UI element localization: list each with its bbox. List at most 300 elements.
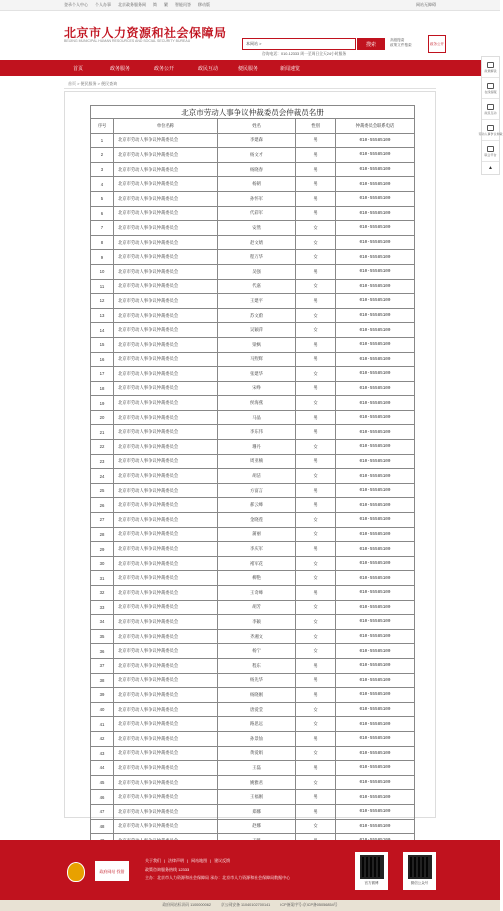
table-row [91,483,415,498]
table-row [91,206,415,221]
cell-name: 吴颖萍 [218,323,296,338]
cell-phone: 010-55585100 [336,352,415,367]
cell-name: 杨朝 [218,177,296,192]
cell-gender: 女 [296,513,336,528]
footer-link-legal[interactable]: 法律声明 [168,858,185,863]
cell-index: 36 [91,644,114,659]
cell-unit: 北京市劳动人事争议仲裁委员会 [114,308,218,323]
cell-name: 柳艳 [218,571,296,586]
side-interaction[interactable]: 政民互动 [482,99,499,120]
side-arbitration[interactable]: 劳动人事争议仲裁 [482,120,499,141]
arbitrator-table [90,105,415,849]
cell-phone: 010-55585100 [336,746,415,761]
cell-gender: 男 [296,425,336,440]
breadcrumb: 首页 > 便民服务 > 便民查询 [68,81,118,86]
cell-index: 33 [91,600,114,615]
table-row [91,731,415,746]
table-row [91,673,415,688]
cell-gender: 女 [296,308,336,323]
cell-name: 孙怀军 [218,191,296,206]
cell-index: 3 [91,162,114,177]
site-header [0,11,500,57]
cell-gender: 女 [296,250,336,265]
cell-unit: 北京市劳动人事争议仲裁委员会 [114,177,218,192]
site-footer [0,840,500,900]
nav-gov-open[interactable]: 政务公开 [153,65,174,72]
cell-phone: 010-55585100 [336,629,415,644]
footer-link-feedback[interactable]: 建议反馈 [214,858,231,863]
cell-index: 19 [91,396,114,411]
cell-phone: 010-55585100 [336,396,415,411]
cell-phone: 010-55585100 [336,191,415,206]
cell-phone: 010-55585100 [336,658,415,673]
cell-unit: 北京市劳动人事争议仲裁委员会 [114,191,218,206]
national-emblem-icon [67,862,85,882]
cell-unit: 北京市劳动人事争议仲裁委员会 [114,513,218,528]
cell-name: 姚雅君 [218,775,296,790]
cell-gender: 女 [296,717,336,732]
cell-index: 41 [91,717,114,732]
cell-name: 程万华 [218,250,296,265]
cell-name: 代嘉 [218,279,296,294]
cell-name: 代彩军 [218,206,296,221]
cell-phone: 010-55585100 [336,294,415,309]
cell-index: 16 [91,352,114,367]
cell-gender: 男 [296,133,336,148]
cell-unit: 北京市劳动人事争议仲裁委员会 [114,804,218,819]
cell-name: 吴强 [218,264,296,279]
cell-gender: 男 [296,264,336,279]
cell-unit: 北京市劳动人事争议仲裁委员会 [114,235,218,250]
cell-phone: 010-55585100 [336,673,415,688]
header-name: 姓名 [218,119,296,134]
table-row [91,658,415,673]
cell-phone: 010-55585100 [336,410,415,425]
table-row [91,191,415,206]
table-row [91,746,415,761]
cell-phone: 010-55585100 [336,425,415,440]
cell-name: 黄爱娟 [218,746,296,761]
cell-phone: 010-55585100 [336,483,415,498]
cell-index: 1 [91,133,114,148]
cell-name: 宋峥 [218,381,296,396]
cell-phone: 010-55585100 [336,775,415,790]
cell-gender: 男 [296,454,336,469]
cell-unit: 北京市劳动人事争议仲裁委员会 [114,425,218,440]
cell-name: 王福刚 [218,790,296,805]
cell-phone: 010-55585100 [336,235,415,250]
footer-link-sitemap[interactable]: 网站地图 [191,858,208,863]
cell-name: 王奇峰 [218,586,296,601]
cell-phone: 010-55585100 [336,542,415,557]
cell-name: 赵娜 [218,819,296,834]
top-link-login[interactable]: 登录个人中心 [64,2,88,7]
search-button[interactable]: 搜索 [357,38,385,50]
cell-name: 李建森 [218,133,296,148]
cell-phone: 010-55585100 [336,264,415,279]
table-row [91,571,415,586]
chat-icon [487,83,494,89]
footer-links [145,858,230,864]
cell-gender: 男 [296,352,336,367]
cell-name: 胡洁 [218,469,296,484]
cell-gender: 男 [296,294,336,309]
top-link-mobile[interactable]: 移动版 [198,2,210,7]
cell-name: 郝云峰 [218,498,296,513]
cell-gender: 女 [296,615,336,630]
table-row [91,542,415,557]
table-row [91,425,415,440]
nav-home[interactable]: 首页 [72,65,83,72]
table-row [91,586,415,601]
table-row [91,702,415,717]
cell-index: 6 [91,206,114,221]
cell-index: 10 [91,264,114,279]
table-row [91,644,415,659]
cell-gender: 男 [296,673,336,688]
cell-unit: 北京市劳动人事争议仲裁委员会 [114,410,218,425]
icp-record: ICP备案序号:京ICP备05056854号 [280,903,338,907]
cell-gender: 女 [296,440,336,455]
scale-icon [487,125,494,131]
qr-code-icon [408,855,432,879]
cell-gender: 男 [296,148,336,163]
table-row [91,527,415,542]
cell-gender: 男 [296,804,336,819]
cell-index: 31 [91,571,114,586]
cell-unit: 北京市劳动人事争议仲裁委员会 [114,206,218,221]
table-row [91,775,415,790]
cell-unit: 北京市劳动人事争议仲裁委员会 [114,717,218,732]
cell-name: 杨文才 [218,148,296,163]
top-link-traditional[interactable]: 繁 [164,2,168,7]
table-row [91,498,415,513]
cell-index: 11 [91,279,114,294]
footer-sponsor: 主办：北京市人力资源和社会保障局 承办：北京市人力资源和社会保障局数据中心 [145,875,291,880]
cell-index: 4 [91,177,114,192]
cell-unit: 北京市劳动人事争议仲裁委员会 [114,367,218,382]
cell-index: 23 [91,454,114,469]
top-link-smart-qa[interactable]: 智能问答 [175,2,191,7]
table-row [91,337,415,352]
table-row [91,790,415,805]
cell-unit: 北京市劳动人事争议仲裁委员会 [114,337,218,352]
cell-unit: 北京市劳动人事争议仲裁委员会 [114,352,218,367]
nav-news[interactable]: 新闻速览 [279,65,300,72]
top-link-simplified[interactable]: 简 [153,2,157,7]
cell-index: 5 [91,191,114,206]
table-row [91,381,415,396]
cell-gender: 男 [296,206,336,221]
header-unit: 单位名称 [114,119,218,134]
cell-index: 24 [91,469,114,484]
main-nav [0,60,500,76]
cell-index: 37 [91,658,114,673]
cell-index: 14 [91,323,114,338]
cell-unit: 北京市劳动人事争议仲裁委员会 [114,731,218,746]
cell-index: 20 [91,410,114,425]
platform-icon [487,146,494,152]
cell-phone: 010-55585100 [336,323,415,338]
cell-name: 马煦辉 [218,352,296,367]
cell-phone: 010-55585100 [336,250,415,265]
cell-name: 蒲丽 [218,527,296,542]
cell-name: 褚军花 [218,556,296,571]
cell-unit: 北京市劳动人事争议仲裁委员会 [114,279,218,294]
cell-phone: 010-55585100 [336,133,415,148]
cell-name: 孙景仙 [218,731,296,746]
cell-index: 32 [91,586,114,601]
cell-unit: 北京市劳动人事争议仲裁委员会 [114,221,218,236]
cell-gender: 男 [296,381,336,396]
footer-hotline: 政策咨询服务热线 12333 [145,867,190,872]
cell-unit: 北京市劳动人事争议仲裁委员会 [114,250,218,265]
cell-gender: 男 [296,177,336,192]
qr-weibo[interactable]: 官方微博 [355,852,388,890]
table-row [91,469,415,484]
cell-gender: 男 [296,337,336,352]
cell-phone: 010-55585100 [336,571,415,586]
cell-gender: 女 [296,235,336,250]
header-gender: 性别 [296,119,336,134]
table-caption: 北京市劳动人事争议仲裁委员会仲裁员名册 [90,105,415,118]
cell-index: 27 [91,513,114,528]
top-link-accessibility[interactable]: 网站无障碍 [416,2,436,7]
cell-gender: 男 [296,162,336,177]
cell-phone: 010-55585100 [336,819,415,834]
table-row [91,761,415,776]
table-row [91,440,415,455]
cell-unit: 北京市劳动人事争议仲裁委员会 [114,381,218,396]
side-policy[interactable]: 政策解读 [482,57,499,78]
top-utility-bar [0,0,500,11]
cell-unit: 北京市劳动人事争议仲裁委员会 [114,673,218,688]
top-link-gov-service[interactable]: 北京政务服务网 [118,2,146,7]
cell-gender: 女 [296,469,336,484]
cell-gender: 男 [296,498,336,513]
header-index: 序号 [91,119,114,134]
table-row [91,221,415,236]
cell-name: 李东伟 [218,425,296,440]
cell-phone: 010-55585100 [336,162,415,177]
table-row [91,688,415,703]
cell-phone: 010-55585100 [336,731,415,746]
cell-gender: 男 [296,761,336,776]
table-row [91,264,415,279]
site-id-code: 政府网站标识码 1100000062 [162,903,211,907]
cell-phone: 010-55585100 [336,717,415,732]
footer-sep: | [210,858,212,863]
cell-gender: 男 [296,542,336,557]
nav-gov-service[interactable]: 政务服务 [109,65,130,72]
table-row [91,279,415,294]
table-header-row [91,119,415,134]
cell-name: 郑娜 [218,804,296,819]
cell-phone: 010-55585100 [336,556,415,571]
cell-index: 26 [91,498,114,513]
cell-phone: 010-55585100 [336,644,415,659]
table-row [91,629,415,644]
cell-gender: 女 [296,629,336,644]
cell-unit: 北京市劳动人事争议仲裁委员会 [114,615,218,630]
nav-convenience[interactable]: 便民服务 [237,65,258,72]
cell-index: 22 [91,440,114,455]
footer-sep: | [187,858,189,863]
table-row [91,513,415,528]
cell-gender: 女 [296,775,336,790]
header-phone: 仲裁委员会联系电话 [336,119,415,134]
cell-index: 7 [91,221,114,236]
cell-index: 21 [91,425,114,440]
cell-index: 39 [91,688,114,703]
cell-unit: 北京市劳动人事争议仲裁委员会 [114,162,218,177]
table-row [91,396,415,411]
gov-open-badge[interactable]: 政务公开 [428,35,446,53]
breadcrumb-divider [64,88,436,89]
cell-phone: 010-55585100 [336,177,415,192]
cell-name: 李庆军 [218,542,296,557]
cell-phone: 010-55585100 [336,469,415,484]
table-row [91,177,415,192]
cell-index: 17 [91,367,114,382]
policy-search-link[interactable]: 政策文件搜索 [390,43,412,47]
cell-index: 35 [91,629,114,644]
cell-unit: 北京市劳动人事争议仲裁委员会 [114,658,218,673]
cell-index: 40 [91,702,114,717]
cell-name: 赵文婧 [218,235,296,250]
site-title[interactable]: 北京市人力资源和社会保障局 [64,26,227,40]
cell-index: 46 [91,790,114,805]
cell-phone: 010-55585100 [336,513,415,528]
cell-unit: 北京市劳动人事争议仲裁委员会 [114,761,218,776]
hotline-text: 咨询电话：010-12333 周一至周日全天24小时服务 [262,52,347,56]
cell-phone: 010-55585100 [336,148,415,163]
cell-phone: 010-55585100 [336,337,415,352]
back-to-top-icon[interactable]: ▲ [488,165,493,171]
table-row [91,556,415,571]
cell-gender: 女 [296,556,336,571]
cell-unit: 北京市劳动人事争议仲裁委员会 [114,702,218,717]
cell-unit: 北京市劳动人事争议仲裁委员会 [114,571,218,586]
side-float-toolbar [478,56,503,175]
cell-gender: 女 [296,746,336,761]
cell-index: 9 [91,250,114,265]
cell-index: 44 [91,761,114,776]
cell-name: 杨宁 [218,644,296,659]
cell-name: 方富言 [218,483,296,498]
table-row [91,133,415,148]
cell-gender: 女 [296,600,336,615]
cell-name: 安然 [218,221,296,236]
cell-index: 34 [91,615,114,630]
site-subtitle: BEIJING MUNICIPAL HUMAN RESOURCES AND SOCIAL SECURITY BUREAU [64,39,191,43]
cell-phone: 010-55585100 [336,804,415,819]
cell-name: 路思远 [218,717,296,732]
nav-interaction[interactable]: 政民互动 [197,65,218,72]
cell-gender: 男 [296,790,336,805]
table-row [91,454,415,469]
cell-name: 杨晓刚 [218,688,296,703]
cell-name: 金晓莲 [218,513,296,528]
side-online-service[interactable]: 在线客服 [482,78,499,99]
cell-name: 杨晓春 [218,162,296,177]
cell-unit: 北京市劳动人事争议仲裁委员会 [114,148,218,163]
cell-unit: 北京市劳动人事争议仲裁委员会 [114,133,218,148]
cell-gender: 男 [296,483,336,498]
cell-unit: 北京市劳动人事争议仲裁委员会 [114,396,218,411]
cell-index: 28 [91,527,114,542]
cell-phone: 010-55585100 [336,586,415,601]
cell-unit: 北京市劳动人事争议仲裁委员会 [114,323,218,338]
cell-gender: 男 [296,658,336,673]
cell-unit: 北京市劳动人事争议仲裁委员会 [114,556,218,571]
cell-index: 29 [91,542,114,557]
table-row [91,804,415,819]
table-row [91,250,415,265]
cell-gender: 女 [296,819,336,834]
cell-unit: 北京市劳动人事争议仲裁委员会 [114,542,218,557]
footer-link-about[interactable]: 关于我们 [145,858,161,863]
cell-index: 13 [91,308,114,323]
cell-unit: 北京市劳动人事争议仲裁委员会 [114,498,218,513]
table-row [91,717,415,732]
cell-phone: 010-55585100 [336,381,415,396]
cell-phone: 010-55585100 [336,688,415,703]
cell-index: 42 [91,731,114,746]
table-row [91,352,415,367]
cell-unit: 北京市劳动人事争议仲裁委员会 [114,440,218,455]
cell-phone: 010-55585100 [336,600,415,615]
cell-name: 侯海燕 [218,396,296,411]
cell-index: 48 [91,819,114,834]
table-row [91,294,415,309]
advanced-search-link[interactable]: 高级搜索 [390,38,405,42]
cell-phone: 010-55585100 [336,790,415,805]
cell-gender: 男 [296,688,336,703]
cell-name: 马晶 [218,410,296,425]
cell-unit: 北京市劳动人事争议仲裁委员会 [114,469,218,484]
cell-name: 王建平 [218,294,296,309]
cell-phone: 010-55585100 [336,367,415,382]
qr-code-icon [360,855,384,879]
bottom-bar [0,900,500,911]
cell-gender: 女 [296,221,336,236]
gov-site-error-badge[interactable]: 政府网站 找错 [95,861,129,881]
cell-name: 王磊 [218,761,296,776]
cell-unit: 北京市劳动人事争议仲裁委员会 [114,819,218,834]
cell-unit: 北京市劳动人事争议仲裁委员会 [114,790,218,805]
qr-wechat[interactable]: 微信公众号 [403,852,436,890]
top-link-personal[interactable]: 个人办事 [95,2,111,7]
cell-index: 47 [91,804,114,819]
cell-phone: 010-55585100 [336,527,415,542]
table-row [91,148,415,163]
table-row [91,615,415,630]
cell-index: 12 [91,294,114,309]
search-input[interactable]: 本网站 > [242,38,356,50]
cell-phone: 010-55585100 [336,308,415,323]
cell-unit: 北京市劳动人事争议仲裁委员会 [114,746,218,761]
table-row [91,367,415,382]
cell-index: 8 [91,235,114,250]
cell-unit: 北京市劳动人事争议仲裁委员会 [114,264,218,279]
cell-name: 苏文蔚 [218,308,296,323]
cell-phone: 010-55585100 [336,454,415,469]
cell-index: 15 [91,337,114,352]
table-row [91,323,415,338]
cell-phone: 010-55585100 [336,702,415,717]
side-platform[interactable]: 联合平台 [482,141,499,162]
